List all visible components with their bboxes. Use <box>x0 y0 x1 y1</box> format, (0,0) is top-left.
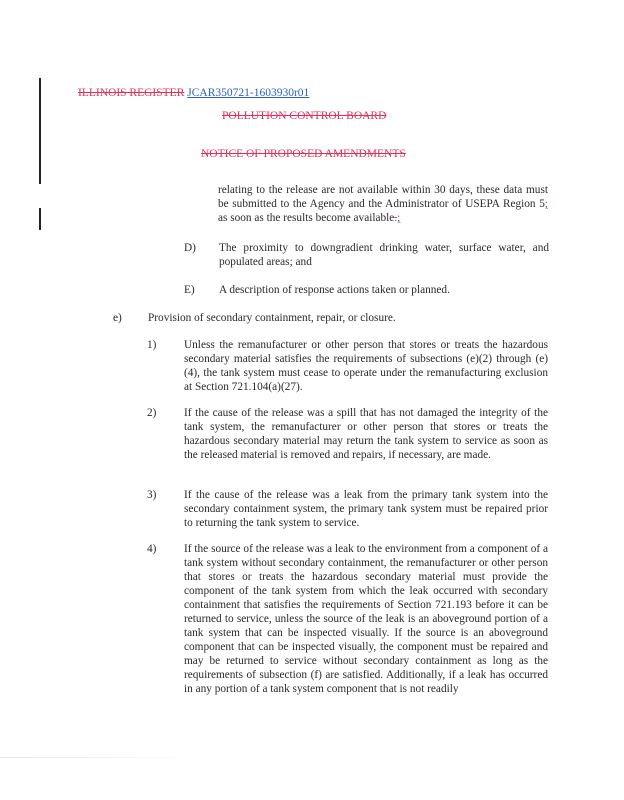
item-4-label: 4) <box>147 543 157 555</box>
item-e-upper-text: A description of response actions taken or planned. <box>219 284 450 296</box>
inserted-jcar-code: JCAR350721-1603930r01 <box>187 87 310 99</box>
item-e-upper-label: E) <box>184 284 195 296</box>
item-3-text: If the cause of the release was a leak from the primary tank system into the secondary containment system, the primary tank system must be repaired prior to returning the tank system to service. <box>184 489 548 529</box>
deleted-period: . <box>394 212 398 224</box>
inserted-semicolon-end: ; <box>397 212 401 224</box>
continuation-text-a: relating to the release are not available within 30 days, these data must be submitted to the Agency and the Administrator of USEPA Region 5 <box>218 184 548 210</box>
item-1-label: 1) <box>147 339 157 351</box>
register-header <box>78 87 309 100</box>
subsection-e-text: Provision of secondary containment, repair, or closure. <box>148 312 396 324</box>
subsection-e-label: e) <box>113 312 122 324</box>
revision-bar <box>39 208 41 230</box>
item-d-label: D) <box>184 242 196 254</box>
board-header: POLLUTION CONTROL BOARD <box>222 110 387 122</box>
item-1-text: Unless the remanufacturer or other person that stores or treats the hazardous secondary material satisfies the requirements of subsections (e)(2) through (e)(4), the tank system must cease to operate under the remanufacturing exclusion at Section 721.104(a)(27). <box>184 339 548 393</box>
inserted-semicolon: ; <box>544 198 548 210</box>
item-d-text: The proximity to downgradient drinking water, surface water, and populated areas; and <box>219 242 549 268</box>
item-4-text: If the source of the release was a leak to the environment from a component of a tank system without secondary containment, the remanufacturer or other person that stores or treats the hazardous secondary material must provide the component of the tank system from which the leak occurred with secondary containment that satisfies the requirements of Section 721.193 before it can be returned to service, unless the source of the leak is an aboveground portion of a tank system that can be inspected visually. If the source is an aboveground component that can be inspected visually, the component must be repaired and may be returned to service without secondary containment as long as the requirements of subsection (f) are satisfied. Additionally, if a leak has occurred in any portion of a tank system component that is not readily <box>184 543 548 695</box>
item-2-text: If the cause of the release was a spill that has not damaged the integrity of the tank system, the remanufacturer or other person that stores or treats the hazardous secondary material may return the tank system to service as soon as the released material is removed and repairs, if necessary, are made. <box>184 407 548 461</box>
item-2-label: 2) <box>147 407 157 419</box>
revision-bar <box>39 78 41 184</box>
notice-header: NOTICE OF PROPOSED AMENDMENTS <box>201 148 406 160</box>
deleted-register-title: ILLINOIS REGISTER <box>78 87 185 99</box>
item-3-label: 3) <box>147 489 157 501</box>
footer-divider <box>0 757 200 758</box>
continuation-text-b: as soon as the results become available <box>218 212 395 224</box>
continuation-paragraph <box>218 183 548 225</box>
